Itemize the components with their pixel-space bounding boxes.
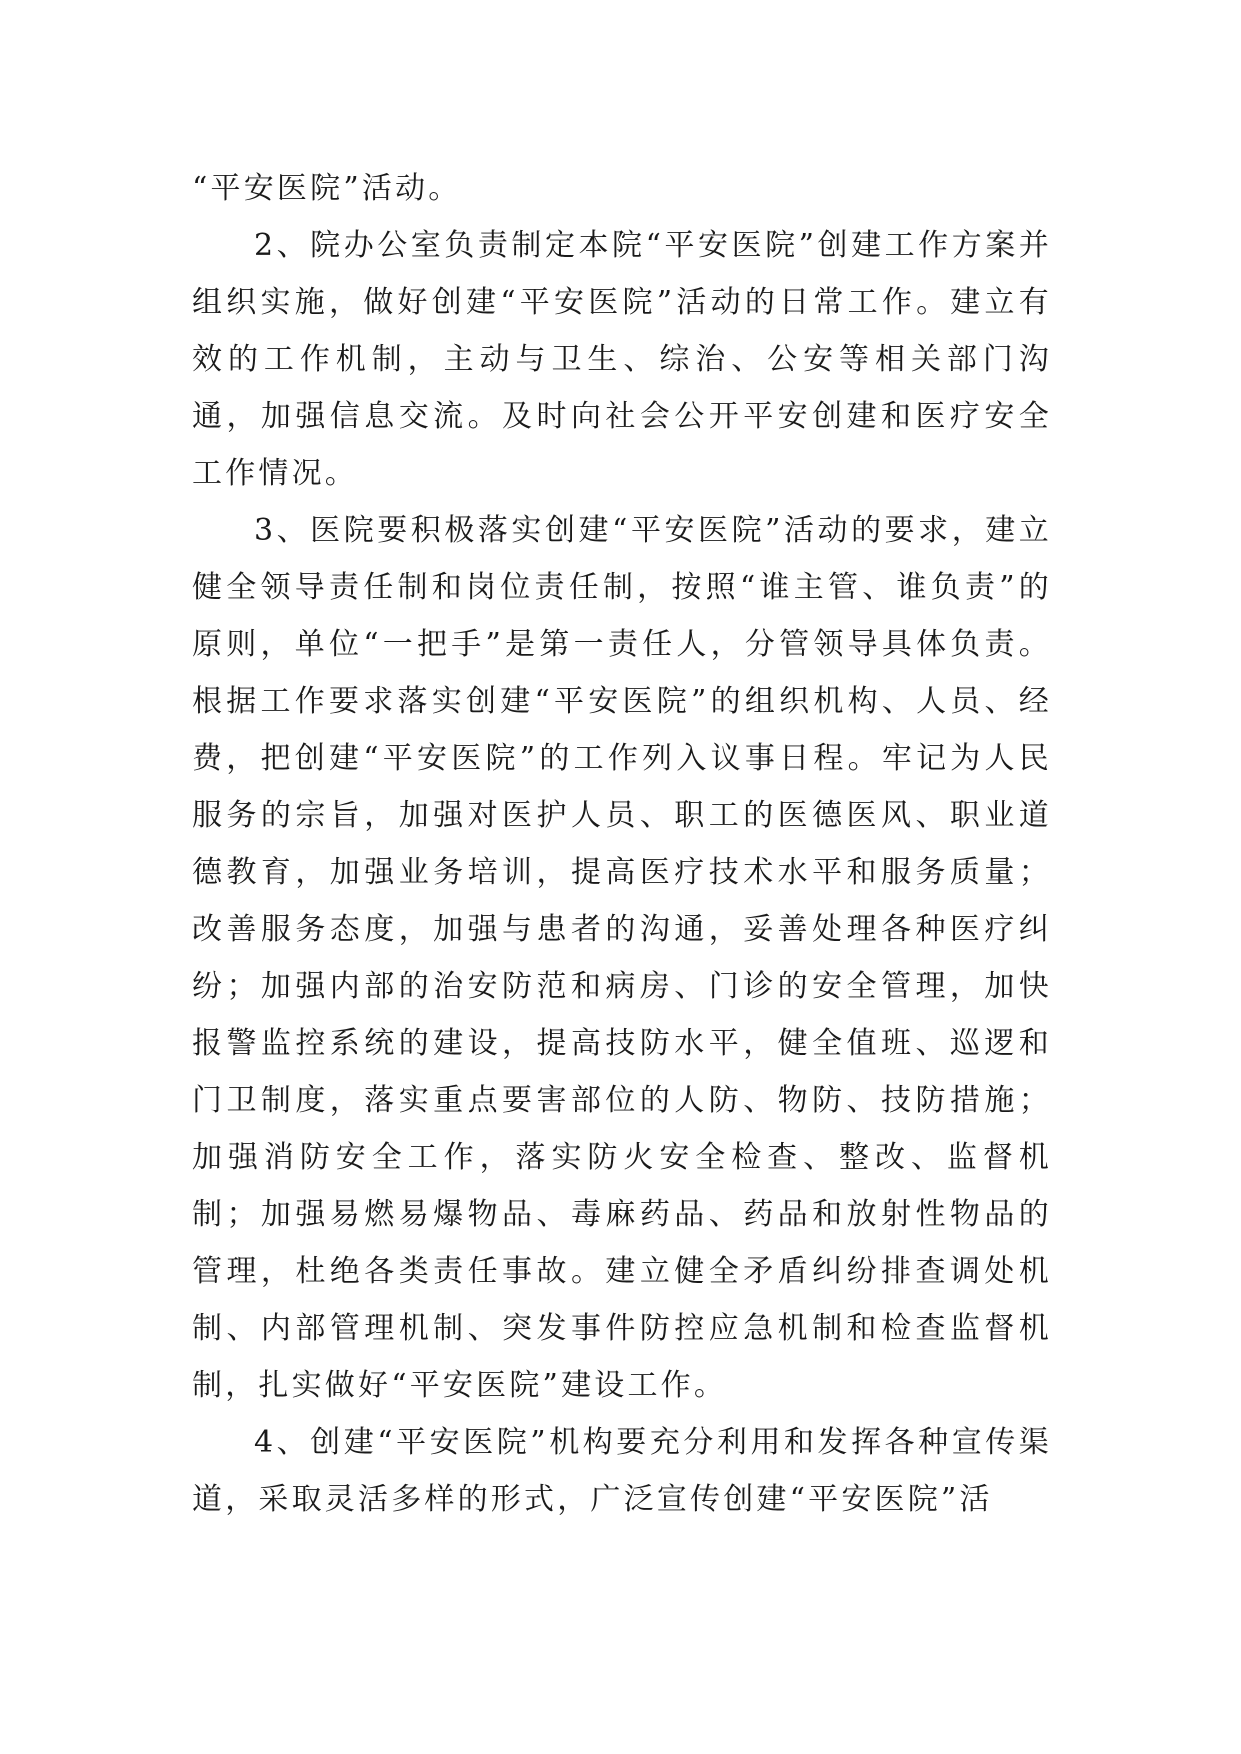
document-body [192,160,1052,1528]
paragraph-item-2: 2、院办公室负责制定本院“平安医院”创建工作方案并组织实施，做好创建“平安医院”活动的日常工作。建立有效的工作机制，主动与卫生、综治、公安等相关部门沟通，加强信息交流。及时向社会公开平安创建和医疗安全工作情况。 [192,228,1052,491]
paragraph-item-4: 4、创建“平安医院”机构要充分利用和发挥各种宣传渠道，采取灵活多样的形式，广泛宣传创建“平安医院”活 [192,1425,1052,1517]
paragraph-item-3: 3、医院要积极落实创建“平安医院”活动的要求，建立健全领导责任制和岗位责任制，按照“谁主管、谁负责”的原则，单位“一把手”是第一责任人，分管领导具体负责。根据工作要求落实创建“平安医院”的组织机构、人员、经费，把创建“平安医院”的工作列入议事日程。牢记为人民服务的宗旨，加强对医护人员、职工的医德医风、职业道德教育，加强业务培训，提高医疗技术水平和服务质量；改善服务态度，加强与患者的沟通，妥善处理各种医疗纠纷；加强内部的治安防范和病房、门诊的安全管理，加快报警监控系统的建设，提高技防水平，健全值班、巡逻和门卫制度，落实重点要害部位的人防、物防、技防措施；加强消防安全工作，落实防火安全检查、整改、监督机制；加强易燃易爆物品、毒麻药品、药品和放射性物品的管理，杜绝各类责任事故。建立健全矛盾纠纷排查调处机制、内部管理机制、突发事件防控应急机制和检查监督机制，扎实做好“平安医院”建设工作。 [192,513,1052,1403]
paragraph-continuation: “平安医院”活动。 [192,171,462,206]
